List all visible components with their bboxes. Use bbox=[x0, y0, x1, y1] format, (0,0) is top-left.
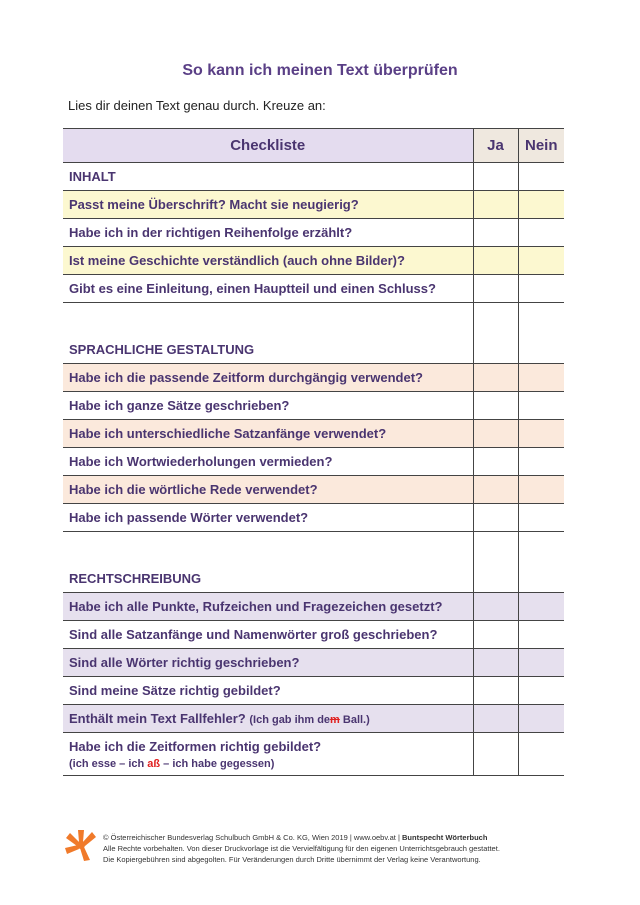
nein-checkbox[interactable] bbox=[518, 705, 564, 733]
nein-checkbox[interactable] bbox=[518, 448, 564, 476]
ja-checkbox[interactable] bbox=[473, 420, 518, 448]
ja-checkbox[interactable] bbox=[473, 677, 518, 705]
question-text bbox=[63, 733, 473, 776]
ja-checkbox[interactable] bbox=[473, 448, 518, 476]
ja-checkbox[interactable] bbox=[473, 275, 518, 303]
table-row bbox=[63, 504, 564, 532]
book-title: Buntspecht Wörterbuch bbox=[402, 833, 488, 842]
question-text: Habe ich die passende Zeitform durchgängig verwendet? bbox=[63, 364, 473, 392]
question-text: Habe ich unterschiedliche Satzanfänge verwendet? bbox=[63, 420, 473, 448]
section-heading-row bbox=[63, 532, 564, 593]
ja-checkbox[interactable] bbox=[473, 219, 518, 247]
section-heading-row bbox=[63, 303, 564, 364]
nein-checkbox[interactable] bbox=[518, 733, 564, 776]
question-text: Habe ich die wörtliche Rede verwendet? bbox=[63, 476, 473, 504]
nein-checkbox[interactable] bbox=[518, 677, 564, 705]
table-row bbox=[63, 649, 564, 677]
header-checkliste: Checkliste bbox=[63, 129, 473, 163]
ja-checkbox[interactable] bbox=[473, 247, 518, 275]
ja-checkbox[interactable] bbox=[473, 621, 518, 649]
ja-checkbox[interactable] bbox=[473, 705, 518, 733]
table-row bbox=[63, 448, 564, 476]
table-row bbox=[63, 191, 564, 219]
nein-checkbox[interactable] bbox=[518, 593, 564, 621]
ja-checkbox[interactable] bbox=[473, 163, 518, 191]
checklist-table bbox=[63, 128, 564, 776]
nein-checkbox[interactable] bbox=[518, 621, 564, 649]
nein-checkbox[interactable] bbox=[518, 364, 564, 392]
footer-line: Die Kopiergebühren sind abgegolten. Für Veränderungen durch Dritte übernimmt der Verlag keine Verantwortung. bbox=[103, 855, 481, 864]
section-heading: INHALT bbox=[63, 163, 473, 191]
question-text: Ist meine Geschichte verständlich (auch ohne Bilder)? bbox=[63, 247, 473, 275]
question-text: Sind meine Sätze richtig gebildet? bbox=[63, 677, 473, 705]
ja-checkbox[interactable] bbox=[473, 303, 518, 364]
fallfehler-example: (Ich gab ihm dem Ball.) bbox=[249, 714, 370, 726]
nein-checkbox[interactable] bbox=[518, 476, 564, 504]
ja-checkbox[interactable] bbox=[473, 392, 518, 420]
table-row bbox=[63, 420, 564, 448]
footer bbox=[103, 832, 573, 865]
table-row bbox=[63, 733, 564, 776]
buntspecht-logo-icon bbox=[64, 828, 98, 862]
question-text: Habe ich ganze Sätze geschrieben? bbox=[63, 392, 473, 420]
table-row bbox=[63, 392, 564, 420]
nein-checkbox[interactable] bbox=[518, 392, 564, 420]
table-row bbox=[63, 219, 564, 247]
table-row bbox=[63, 247, 564, 275]
nein-checkbox[interactable] bbox=[518, 275, 564, 303]
table-row bbox=[63, 275, 564, 303]
question-text: Sind alle Satzanfänge und Namenwörter groß geschrieben? bbox=[63, 621, 473, 649]
question-text: Sind alle Wörter richtig geschrieben? bbox=[63, 649, 473, 677]
nein-checkbox[interactable] bbox=[518, 532, 564, 593]
ja-checkbox[interactable] bbox=[473, 476, 518, 504]
question-text: Gibt es eine Einleitung, einen Hauptteil und einen Schluss? bbox=[63, 275, 473, 303]
ja-checkbox[interactable] bbox=[473, 532, 518, 593]
zeitformen-example: (ich esse – ich aß – ich habe gegessen) bbox=[69, 757, 275, 770]
table-row bbox=[63, 621, 564, 649]
header-nein: Nein bbox=[518, 129, 564, 163]
struck-letter: m bbox=[330, 714, 340, 726]
nein-checkbox[interactable] bbox=[518, 649, 564, 677]
question-text: Passt meine Überschrift? Macht sie neugierig? bbox=[63, 191, 473, 219]
ja-checkbox[interactable] bbox=[473, 364, 518, 392]
zeitformen-question: Habe ich die Zeitformen richtig gebildet? bbox=[69, 738, 322, 754]
footer-line: © Österreichischer Bundesverlag Schulbuch GmbH & Co. KG, Wien 2019 | www.oebv.at | Buntspecht Wörterbuch bbox=[103, 833, 488, 842]
highlight-word: aß bbox=[147, 757, 161, 770]
ja-checkbox[interactable] bbox=[473, 733, 518, 776]
table-row bbox=[63, 364, 564, 392]
nein-checkbox[interactable] bbox=[518, 191, 564, 219]
ja-checkbox[interactable] bbox=[473, 593, 518, 621]
table-row bbox=[63, 476, 564, 504]
intro-text: Lies dir deinen Text genau durch. Kreuze an: bbox=[68, 98, 326, 113]
section-heading: RECHTSCHREIBUNG bbox=[63, 532, 473, 593]
nein-checkbox[interactable] bbox=[518, 247, 564, 275]
table-row bbox=[63, 705, 564, 733]
question-text: Habe ich alle Punkte, Rufzeichen und Fragezeichen gesetzt? bbox=[63, 593, 473, 621]
nein-checkbox[interactable] bbox=[518, 420, 564, 448]
page-title: So kann ich meinen Text überprüfen bbox=[182, 62, 458, 79]
ja-checkbox[interactable] bbox=[473, 191, 518, 219]
nein-checkbox[interactable] bbox=[518, 219, 564, 247]
table-row bbox=[63, 593, 564, 621]
nein-checkbox[interactable] bbox=[518, 163, 564, 191]
ja-checkbox[interactable] bbox=[473, 504, 518, 532]
nein-checkbox[interactable] bbox=[518, 504, 564, 532]
section-heading: SPRACHLICHE GESTALTUNG bbox=[63, 303, 473, 364]
fallfehler-question: Enthält mein Text Fallfehler? bbox=[69, 711, 246, 726]
question-text: Habe ich in der richtigen Reihenfolge erzählt? bbox=[63, 219, 473, 247]
ja-checkbox[interactable] bbox=[473, 649, 518, 677]
table-row bbox=[63, 677, 564, 705]
question-text: Habe ich passende Wörter verwendet? bbox=[63, 504, 473, 532]
nein-checkbox[interactable] bbox=[518, 303, 564, 364]
header-ja: Ja bbox=[473, 129, 518, 163]
footer-line: Alle Rechte vorbehalten. Von dieser Druckvorlage ist die Vervielfältigung für den eigenen Unterrichtsgebrauch gestattet. bbox=[103, 844, 500, 853]
question-text bbox=[63, 705, 473, 733]
section-heading-row bbox=[63, 163, 564, 191]
question-text: Habe ich Wortwiederholungen vermieden? bbox=[63, 448, 473, 476]
header-row bbox=[63, 129, 564, 163]
